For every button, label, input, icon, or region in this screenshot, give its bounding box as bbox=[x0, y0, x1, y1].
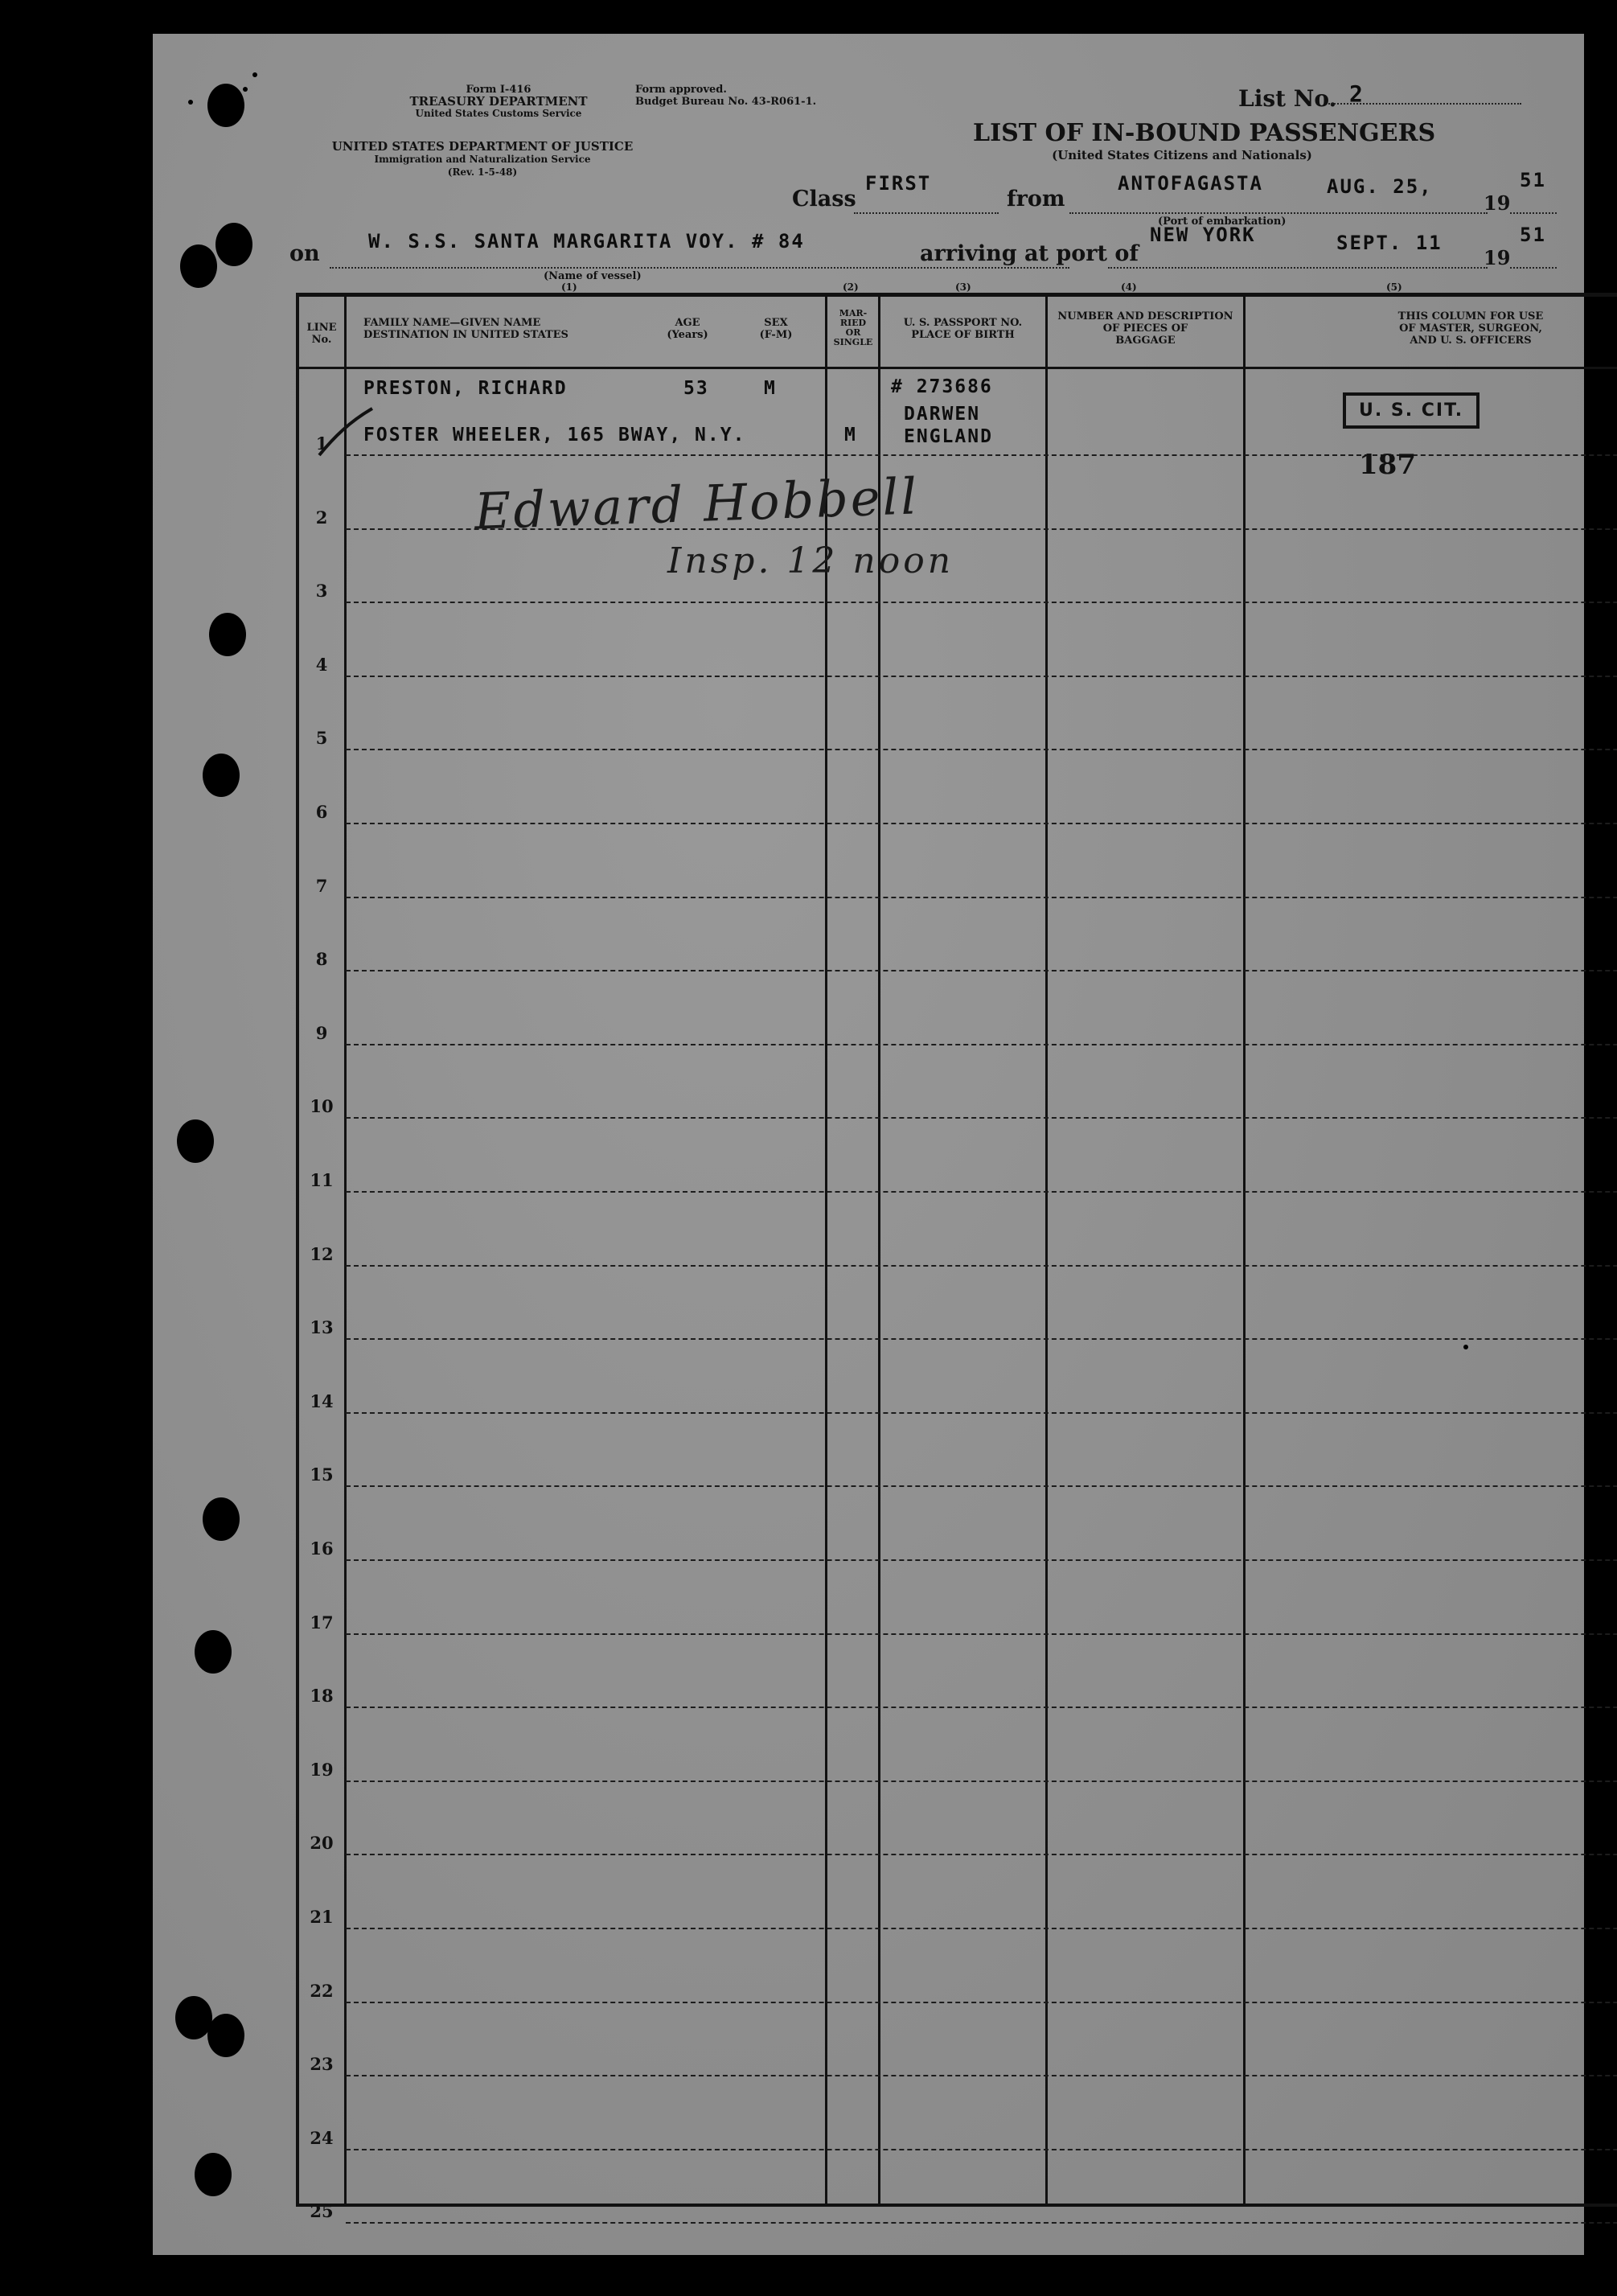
column-number-2: (2) bbox=[843, 281, 859, 293]
row-rule bbox=[346, 1781, 1617, 1782]
speck bbox=[243, 87, 248, 92]
year-prefix: 19 bbox=[1484, 191, 1511, 215]
customs-service: United States Customs Service bbox=[415, 108, 582, 119]
line-number: 6 bbox=[315, 802, 328, 822]
row-rule bbox=[346, 1485, 1617, 1487]
check-mark-icon bbox=[318, 405, 374, 462]
arrival-date: SEPT. 11 bbox=[1336, 232, 1443, 254]
row-rule bbox=[346, 2222, 1617, 2224]
line-number: 15 bbox=[310, 1464, 334, 1485]
arrival-port: NEW YORK bbox=[1150, 224, 1256, 246]
passenger-age: 53 bbox=[683, 378, 709, 399]
on-label: on bbox=[289, 241, 320, 266]
header-bottom-rule bbox=[296, 367, 1617, 369]
list-number-value: 2 bbox=[1349, 80, 1365, 107]
speck bbox=[188, 100, 193, 105]
table-top-rule bbox=[296, 293, 1617, 297]
budget-bureau: Budget Bureau No. 43-R061-1. bbox=[635, 96, 817, 108]
speck bbox=[1463, 1345, 1468, 1349]
list-number-label: List No. bbox=[1238, 85, 1337, 112]
header-age: AGE (Years) bbox=[667, 317, 708, 341]
passenger-name: PRESTON, RICHARD bbox=[363, 378, 568, 399]
vessel-name: W. S.S. SANTA MARGARITA VOY. # 84 bbox=[368, 230, 805, 253]
row-rule bbox=[346, 1854, 1617, 1855]
line-number: 1 bbox=[315, 433, 328, 454]
row-rule bbox=[346, 1338, 1617, 1340]
line-number: 8 bbox=[315, 949, 328, 970]
form-number: Form I-416 bbox=[466, 84, 531, 96]
row-rule bbox=[346, 1412, 1617, 1414]
passenger-destination: FOSTER WHEELER, 165 BWAY, N.Y. bbox=[363, 425, 746, 446]
row-rule bbox=[346, 749, 1617, 750]
line-number: 24 bbox=[310, 2127, 334, 2148]
line-number: 10 bbox=[310, 1096, 334, 1117]
row-rule bbox=[346, 1117, 1617, 1119]
line-number: 16 bbox=[310, 1538, 334, 1559]
row-rule bbox=[346, 897, 1617, 898]
header-sex: SEX (F-M) bbox=[759, 317, 793, 341]
list-title: LIST OF IN-BOUND PASSENGERS bbox=[973, 119, 1436, 147]
row-rule bbox=[346, 1191, 1617, 1193]
column-divider bbox=[1045, 293, 1048, 2207]
list-subtitle: (United States Citizens and Nationals) bbox=[1052, 148, 1312, 162]
stamp-text: U. S. CIT. bbox=[1359, 400, 1464, 421]
row-rule bbox=[346, 454, 1617, 456]
line-number: 20 bbox=[310, 1833, 334, 1854]
punch-hole bbox=[195, 2153, 232, 2196]
port-line bbox=[1069, 212, 1488, 214]
row-rule bbox=[346, 676, 1617, 677]
column-number-1: (1) bbox=[561, 281, 577, 293]
column-number-3: (3) bbox=[955, 281, 971, 293]
punch-hole bbox=[177, 1119, 214, 1163]
inspection-note: Insp. 12 noon bbox=[667, 540, 954, 581]
us-citizen-stamp bbox=[1343, 392, 1480, 429]
line-number: 14 bbox=[310, 1390, 334, 1411]
from-label: from bbox=[1007, 187, 1065, 212]
row-rule bbox=[346, 1265, 1617, 1267]
punch-hole bbox=[195, 1630, 232, 1674]
passport-number: # 273686 bbox=[891, 376, 993, 397]
line-number: 2 bbox=[315, 507, 328, 528]
punch-hole bbox=[207, 84, 244, 127]
form-header-justice bbox=[289, 140, 675, 179]
punch-hole bbox=[207, 2014, 244, 2057]
column-divider bbox=[1243, 293, 1246, 2207]
row-rule bbox=[346, 602, 1617, 603]
punch-hole bbox=[215, 223, 252, 266]
row-rule bbox=[346, 1928, 1617, 1929]
line-number: 23 bbox=[310, 2054, 334, 2075]
row-rule bbox=[346, 970, 1617, 971]
line-number: 21 bbox=[310, 1907, 334, 1927]
line-number: 7 bbox=[315, 875, 328, 896]
arrival-year: 51 bbox=[1520, 224, 1546, 246]
inspector-signature: Edward Hobbell bbox=[473, 466, 921, 541]
class-line bbox=[854, 212, 999, 214]
birth-town: DARWEN bbox=[904, 404, 981, 425]
birth-country: ENGLAND bbox=[904, 426, 993, 447]
year-value: 51 bbox=[1520, 169, 1546, 191]
row-rule bbox=[346, 1707, 1617, 1708]
header-line-no: LINE No. bbox=[306, 322, 337, 346]
arriving-label: arriving at port of bbox=[920, 241, 1139, 266]
manifest-page bbox=[153, 34, 1584, 2255]
embarkation-date: AUG. 25, bbox=[1327, 175, 1433, 198]
row-rule bbox=[346, 2002, 1617, 2003]
class-label: Class bbox=[792, 187, 856, 212]
header-married: MAR- RIED OR SINGLE bbox=[833, 308, 873, 347]
form-approved: Form approved. bbox=[635, 84, 727, 96]
revision: (Rev. 1-5-48) bbox=[447, 166, 518, 178]
header-name: FAMILY NAME—GIVEN NAME DESTINATION IN UNITED STATES bbox=[363, 317, 568, 341]
line-number: 12 bbox=[310, 1243, 334, 1264]
row-rule bbox=[346, 2149, 1617, 2150]
header-baggage: NUMBER AND DESCRIPTION OF PIECES OF BAGGAGE bbox=[1057, 310, 1233, 347]
line-number: 18 bbox=[310, 1686, 334, 1707]
arrival-year-line bbox=[1510, 267, 1557, 269]
row-rule bbox=[346, 2075, 1617, 2076]
arrival-line bbox=[1108, 267, 1488, 269]
form-header-treasury bbox=[378, 84, 619, 120]
line-number: 3 bbox=[315, 581, 328, 602]
passenger-marital-status: M bbox=[844, 425, 857, 446]
line-number: 11 bbox=[310, 1170, 334, 1190]
form-approval-block bbox=[635, 84, 816, 108]
embarkation-port: ANTOFAGASTA bbox=[1118, 172, 1263, 195]
officer-number: 187 bbox=[1359, 449, 1416, 481]
line-number: 22 bbox=[310, 1980, 334, 2001]
row-rule bbox=[346, 1633, 1617, 1635]
line-number: 25 bbox=[310, 2201, 334, 2222]
vessel-line bbox=[330, 267, 1069, 269]
line-number: 4 bbox=[315, 654, 328, 675]
row-rule bbox=[346, 1044, 1617, 1045]
port-caption: (Port of embarkation) bbox=[1158, 216, 1287, 228]
justice-department: UNITED STATES DEPARTMENT OF JUSTICE bbox=[331, 139, 634, 154]
passenger-sex: M bbox=[764, 378, 777, 399]
speck bbox=[252, 72, 257, 77]
punch-hole bbox=[203, 1497, 240, 1541]
header-passport: U. S. PASSPORT NO. PLACE OF BIRTH bbox=[903, 317, 1023, 341]
vessel-caption: (Name of vessel) bbox=[544, 270, 642, 282]
line-number: 9 bbox=[315, 1022, 328, 1043]
punch-hole bbox=[180, 244, 217, 288]
row-rule bbox=[346, 1559, 1617, 1561]
line-number: 19 bbox=[310, 1759, 334, 1780]
class-value: FIRST bbox=[865, 172, 932, 195]
line-number: 5 bbox=[315, 728, 328, 749]
row-rule bbox=[346, 823, 1617, 824]
header-officers: THIS COLUMN FOR USE OF MASTER, SURGEON, AND U. S. OFFICERS bbox=[1397, 310, 1544, 347]
column-number-5: (5) bbox=[1386, 281, 1402, 293]
year-line bbox=[1510, 212, 1557, 214]
line-number: 13 bbox=[310, 1317, 334, 1338]
arrival-year-prefix: 19 bbox=[1484, 246, 1511, 269]
punch-hole bbox=[209, 613, 246, 656]
treasury-department: TREASURY DEPARTMENT bbox=[409, 94, 588, 109]
line-number: 17 bbox=[310, 1612, 334, 1633]
punch-hole bbox=[203, 754, 240, 797]
ins-service: Immigration and Naturalization Service bbox=[374, 154, 591, 165]
table-bottom-rule bbox=[296, 2204, 1617, 2207]
column-number-4: (4) bbox=[1121, 281, 1137, 293]
